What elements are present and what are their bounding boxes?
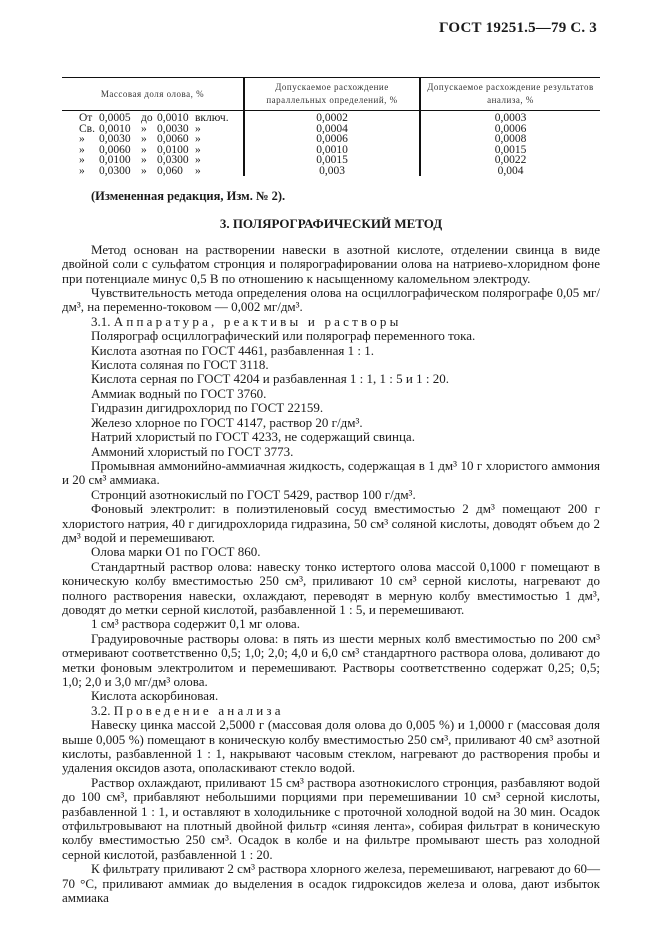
parallel-tolerance-cell: 0,003 bbox=[244, 166, 420, 177]
paragraph: Железо хлорное по ГОСТ 4147, раствор 20 г/дм³. bbox=[91, 414, 363, 430]
paragraph: Стандартный раствор олова: навеску тонко истертого олова массой 0,1000 г помещают в коническую колбу вместимостью 250 см³, приливают 10 см³ серной кислоты, нагревают до полного растворения навески, охлаждают, переводят в мерную колбу вместимостью 1 дм³, доводят до метки серной кислотой, разбавленной 1 : 5, и перемешивают. bbox=[62, 558, 600, 617]
range-from: 0,0300 bbox=[99, 164, 131, 177]
range-prefix: » bbox=[79, 143, 85, 156]
paragraph: Промывная аммонийно-аммиачная жидкость, содержащая в 1 дм³ 10 г хлористого аммония и 20 см³ аммиака. bbox=[62, 457, 600, 488]
table-row bbox=[62, 134, 600, 145]
parallel-tolerance-cell: 0,0002 bbox=[244, 111, 420, 124]
paragraph: Кислота азотная по ГОСТ 4461, разбавленная 1 : 1. bbox=[91, 342, 374, 358]
paragraph: Стронций азотнокислый по ГОСТ 5429, раствор 100 г/дм³. bbox=[91, 486, 416, 502]
range-to: 0,0060 bbox=[157, 133, 189, 145]
range-from: 0,0060 bbox=[99, 143, 131, 156]
table-row bbox=[62, 155, 600, 166]
paragraph: Кислота аскорбиновая. bbox=[91, 688, 219, 704]
paragraph: Аммоний хлористый по ГОСТ 3773. bbox=[91, 443, 294, 459]
range-from: 0,0100 bbox=[99, 154, 131, 166]
result-tolerance-cell: 0,004 bbox=[420, 166, 600, 177]
section-heading: 3. ПОЛЯРОГРАФИЧЕСКИЙ МЕТОД bbox=[219, 216, 443, 232]
range-prefix: » bbox=[79, 164, 85, 177]
range-to-word: » bbox=[141, 154, 147, 166]
range-from: 0,0030 bbox=[99, 133, 131, 145]
range-to-word: » bbox=[141, 133, 147, 145]
subsection-heading bbox=[62, 315, 600, 329]
paragraph: Навеску цинка массой 2,5000 г (массовая доля олова до 0,005 %) и 1,0000 г (массовая доля выше 0,005 %) помещают в коническую колбу вместимостью 250 см³, приливают 40 см³ азотной кислоты, разбавленной 1 : 1, накрывают часовым стеклом, нагревают до растворения пробы и удаления оксидов азота, ополаскивают стекло водой. bbox=[62, 717, 600, 776]
tin-fraction-range-cell bbox=[62, 166, 244, 177]
range-prefix: » bbox=[79, 133, 85, 145]
range-to: 0,0010 bbox=[157, 112, 189, 124]
paragraph: Кислота соляная по ГОСТ 3118. bbox=[91, 357, 269, 373]
range-suffix: » bbox=[195, 164, 201, 177]
tin-fraction-range-cell bbox=[62, 111, 244, 124]
subsection-number: 3.1. bbox=[91, 313, 111, 329]
paragraph: Чувствительность метода определения олова на осциллографическом полярографе 0,05 мг/дм³, на переменно-токовом — 0,002 мг/дм³. bbox=[62, 285, 600, 315]
range-suffix: » bbox=[195, 133, 201, 145]
range-prefix: » bbox=[79, 154, 85, 166]
parallel-tolerance-cell: 0,0015 bbox=[244, 155, 420, 166]
range-to-word: » bbox=[141, 164, 147, 177]
tolerance-table bbox=[62, 77, 600, 176]
parallel-tolerance-cell: 0,0006 bbox=[244, 134, 420, 145]
range-suffix: » bbox=[195, 122, 201, 135]
paragraph: Натрий хлористый по ГОСТ 4233, не содержащий свинца. bbox=[91, 429, 415, 445]
range-to: 0,0030 bbox=[157, 122, 189, 135]
range-from: 0,0005 bbox=[99, 112, 131, 124]
paragraph: К фильтрату приливают 2 см³ раствора хлорного железа, перемешивают, нагревают до 60—70 °С, приливают аммиак до выделения в осадок гидроксидов железа и олова, дают избыток аммиака bbox=[62, 861, 600, 906]
paragraph: Метод основан на растворении навески в азотной кислоте, отделении свинца в виде двойной соли с сульфатом стронция и полярографировании олова на натриево-хлоридном фоне при потенциале минус 0,5 В по отношению к насыщенному каломельном электроду. bbox=[62, 241, 600, 286]
tin-fraction-range-cell bbox=[62, 155, 244, 166]
paragraph: Фоновый электролит: в полиэтиленовый сосуд вместимостью 2 дм³ помещают 200 г хлористого натрия, 40 г дигидрохлорида гидразина, 50 см³ соляной кислоты, доводят объем до 2 дм³ водой и перемешивают. bbox=[62, 501, 600, 545]
range-suffix: включ. bbox=[195, 112, 229, 124]
tin-fraction-range-cell bbox=[62, 134, 244, 145]
range-to-word: до bbox=[141, 112, 153, 124]
range-to: 0,0100 bbox=[157, 143, 189, 156]
column-header-parallel-tolerance: Допускаемое расхождение параллельных определений, % bbox=[244, 78, 420, 111]
parallel-tolerance-cell: 0,0010 bbox=[244, 145, 420, 156]
section-paragraphs bbox=[62, 243, 600, 906]
tin-fraction-range-cell bbox=[62, 145, 244, 156]
range-to: 0,060 bbox=[157, 164, 183, 177]
paragraph: Раствор охлаждают, приливают 15 см³ раствора азотнокислого стронция, разбавляют водой до 100 см³, прибавляют небольшими порциями при перемешивании 10 см³ серной кислоты, разбавленной 1 : 1, и оставляют в холодильнике с проточной холодной водой на 30 мин. Осадок отфильтровывают на плотный двойной фильтр «синяя лента», собирая фильтрат в коническую колбу вместимостью 250 см³. Осадок в колбе и на фильтре промывают шесть раз холодной серной кислотой, разбавленной 1 : 20. bbox=[62, 774, 600, 862]
amendment-note: (Измененная редакция, Изм. № 2). bbox=[91, 189, 286, 203]
subsection-title: Проведение анализа bbox=[113, 702, 284, 718]
range-to: 0,0300 bbox=[157, 154, 189, 166]
paragraph: Градуировочные растворы олова: в пять из шести мерных колб вместимостью по 200 см³ отмеривают соответственно 0,5; 1,0; 2,0; 4,0 и 6,0 см³ стандартного раствора олова, доливают до метки фоновым электролитом и перемешивают. Растворы соответственно содержат 0,25; 0,5; 1,0; 2,0 и 3,0 мг/дм³ олова. bbox=[62, 630, 600, 689]
range-suffix: » bbox=[195, 143, 201, 156]
subsection-number: 3.2. bbox=[91, 702, 111, 718]
parallel-tolerance-cell: 0,0004 bbox=[244, 124, 420, 135]
subsection-heading bbox=[62, 704, 600, 718]
paragraph: Олова марки О1 по ГОСТ 860. bbox=[91, 544, 261, 560]
range-to-word: » bbox=[141, 122, 147, 135]
range-prefix: Св. bbox=[79, 122, 95, 135]
result-tolerance-cell: 0,0022 bbox=[420, 155, 600, 166]
document-body bbox=[62, 189, 600, 906]
range-prefix: От bbox=[79, 112, 93, 124]
paragraph: Гидразин дигидрохлорид по ГОСТ 22159. bbox=[91, 400, 324, 416]
table-row bbox=[62, 111, 600, 124]
result-tolerance-cell: 0,0003 bbox=[420, 111, 600, 124]
paragraph: Аммиак водный по ГОСТ 3760. bbox=[91, 385, 267, 401]
range-suffix: » bbox=[195, 154, 201, 166]
range-from: 0,0010 bbox=[99, 122, 131, 135]
result-tolerance-cell: 0,0015 bbox=[420, 145, 600, 156]
tin-fraction-range-cell bbox=[62, 124, 244, 135]
page-header: ГОСТ 19251.5—79 С. 3 bbox=[439, 20, 597, 36]
table-row bbox=[62, 166, 600, 177]
table-header-row bbox=[62, 78, 600, 111]
range-to-word: » bbox=[141, 143, 147, 156]
result-tolerance-cell: 0,0008 bbox=[420, 134, 600, 145]
paragraph: Кислота серная по ГОСТ 4204 и разбавленная 1 : 1, 1 : 5 и 1 : 20. bbox=[91, 371, 449, 387]
paragraph: Полярограф осциллографический или полярограф переменного тока. bbox=[91, 328, 476, 344]
column-header-tin-fraction: Массовая доля олова, % bbox=[62, 78, 244, 111]
result-tolerance-cell: 0,0006 bbox=[420, 124, 600, 135]
paragraph: 1 см³ раствора содержит 0,1 мг олова. bbox=[91, 616, 300, 632]
subsection-title: Аппаратура, реактивы и растворы bbox=[113, 313, 402, 329]
column-header-result-tolerance: Допускаемое расхождение результатов анализа, % bbox=[420, 78, 600, 111]
